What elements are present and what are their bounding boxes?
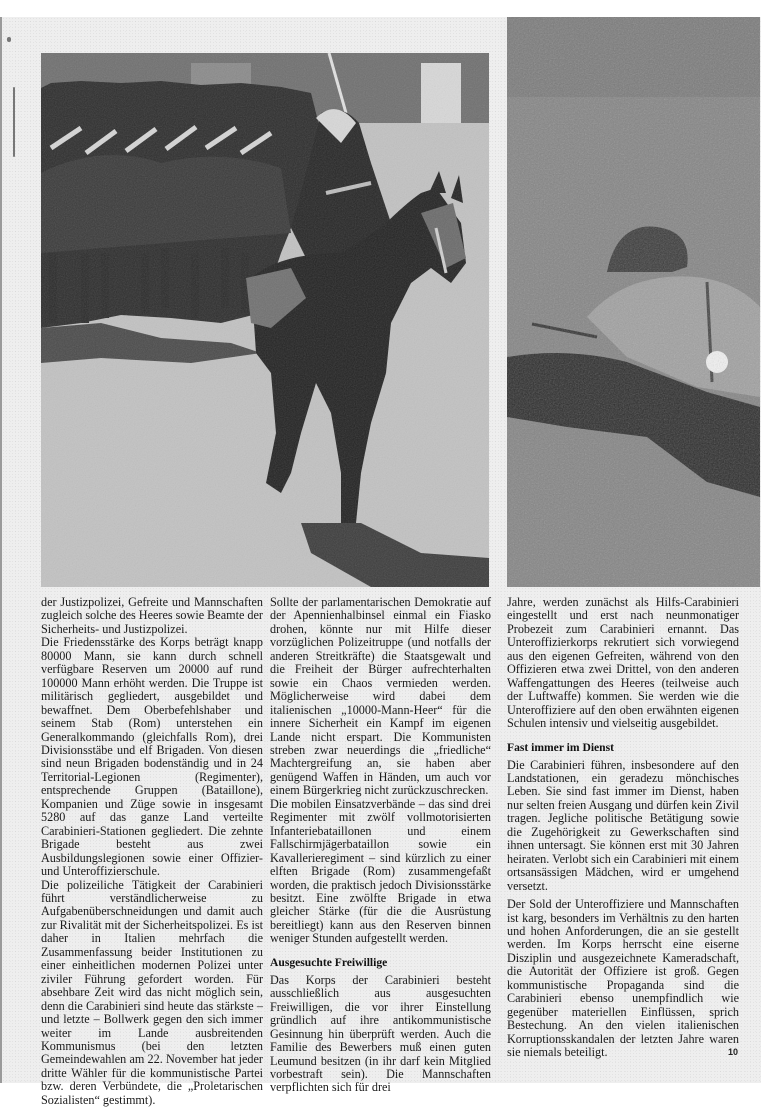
paragraph: Die Carabinieri führen, insbesondere auf den Landstationen, ein geradezu mönchisches Leben. Sie sind fast immer im Dienst, haben nur selten freien Ausgang und dürfen kein Zivil tragen. Jegliche politische Betätigung sowie die Zugehörigkeit zu Gewerkschaften sind ihnen untersagt. Sie können erst mit 30 Jahren heiraten. Verlobt sich ein Carabinieri mit einem ortsansässigen Mädchen, wird er umgehend versetzt. [507, 757, 739, 893]
paragraph: Das Korps der Carabinieri besteht ausschließlich aus ausgesuchten Freiwilligen, die vor ihrer Einstellung gründlich auf ihre antikommunistische Gesinnung hin überprüft werden. Auch die Familie des Bewerbers muß einen guten Leumund besitzen (in ihr darf kein Mitglied vorbestraft sein). Die Mannschaften verpflichten sich für drei [270, 972, 491, 1095]
photo-cavalry-parade [41, 53, 489, 587]
section-heading: Ausgesuchte Freiwillige [270, 955, 388, 969]
article-column-2 [270, 596, 491, 1095]
paragraph: Die Friedensstärke des Korps beträgt knapp 80000 Mann, sie kann durch schnell verfügbare Reserven um 20000 auf rund 100000 Mann erhöht werden. Die Truppe ist militärisch gegliedert, ausgebildet und bewaffnet. Dem Oberbefehlshaber und seinem Stab (Rom) unterstehen ein Generalkommando (gleichfalls Rom), drei Divisionsstäbe und elf Brigaden. Von diesen sind neun Brigaden bodenständig und in 24 Territorial-Legionen (Regimenter), entsprechende Gruppen (Bataillone), Kompanien und Züge sowie in insgesamt 5280 auf das ganze Land verteilte Carabinieri-Stationen gegliedert. Die zehnte Brigade besteht aus zwei Ausbildungslegionen sowie einer Offizier- und Unteroffizierschule. [41, 635, 263, 879]
margin-smudge [13, 87, 15, 157]
article-column-3 [507, 596, 739, 1060]
paragraph: der Justizpolizei, Gefreite und Mannschaften zugleich solche des Heeres sowie Beamte der Sicherheits- und Justizpolizei. [41, 595, 263, 636]
paragraph: Die mobilen Einsatzverbände – das sind drei Regimenter mit zwölf vollmotorisierten Infanteriebataillonen und einem Fallschirmjägerbataillon sowie ein Kavallerieregiment – sind kürzlich zu einer elften Brigade (Rom) zusammengefaßt worden, die praktisch jedoch Divisionsstärke besitzt. Eine zwölfte Brigade in etwa gleicher Stärke (für die die Ausrüstung bereitliegt) kann aus den Reserven binnen weniger Stunden aufgestellt werden. [270, 796, 491, 946]
page-number: 10 [728, 1047, 739, 1057]
paragraph: Sollte der parlamentarischen Demokratie auf der Apennienhalbinsel einmal ein Fiasko drohen, könnte nur mit Hilfe dieser vorzüglichen Polizeitruppe (und notfalls der anderen Streitkräfte) die Staatsgewalt und die Freiheit der Bürger aufrechterhalten sowie ein Chaos vermieden werden. Möglicherweise wird dabei dem italienischen „10000-Mann-Heer“ für die innere Sicherheit ein Kampf im eigenen Lande nicht erspart. Die Kommunisten streben zwar neuerdings die „friedliche“ Machtergreifung an, sie haben aber genügend Waffen in Händen, um auch vor einem Bürgerkrieg nicht zurückzuschrecken. [270, 595, 491, 798]
paragraph: Die polizeiliche Tätigkeit der Carabinieri führt verständlicherweise zu Aufgabenüberschneidungen und damit auch zur Rivalität mit der Sicherheitspolizei. Es ist daher in Italien mehrfach die Zusammenfassung beider Institutionen zu einer einheitlichen modernen Polizei unter ziviler Führung gefordert worden. Für absehbare Zeit wird das nicht möglich sein, denn die Carabinieri sind heute das stärkste – und letzte – Bollwerk gegen den sich immer weiter im Lande ausbreitenden Kommunismus (bei den letzten Gemeindewahlen am 22. November hat jeder dritte Wähler für die kommunistische Partei bzw. deren Verbündete, die „Proletarischen Sozialisten“ gestimmt). [41, 877, 263, 1107]
prone-soldier-image [507, 17, 760, 587]
paragraph: Der Sold der Unteroffiziere und Mannschaften ist karg, besonders im Verhältnis zu den harten und hohen Anforderungen, die an sie gestellt werden. Im Korps herrscht eine eiserne Disziplin und ausgezeichnete Kameradschaft, die Autorität der Offiziere ist groß. Gegen kommunistische Propaganda sind die Carabinieri ebenso unempfindlich wie gegenüber materiellen Einflüssen, sprich Bestechung. An den vielen italienischen Korruptionsskandalen der letzten Jahre waren sie niemals beteiligt. [507, 897, 739, 1060]
paragraph: Jahre, werden zunächst als Hilfs-Carabinieri eingestellt und erst nach neunmonatiger Probezeit zum Carabinieri ernannt. Das Unteroffizierkorps rekrutiert sich vorwiegend aus den eigenen Gefreiten, während von den Offizieren etwa zwei Drittel, von den anderen Waffengattungen des Heeres (teilweise auch der Luftwaffe) kommen. Sie werden wie die Unteroffiziere auf den oben erwähnten eigenen Schulen intensiv und vielseitig ausgebildet. [507, 595, 739, 731]
cavalry-parade-image [41, 53, 489, 587]
photo-prone-soldier [507, 17, 760, 587]
margin-smudge [7, 37, 11, 42]
article-column-1 [41, 596, 263, 1107]
section-heading: Fast immer im Dienst [507, 740, 615, 754]
